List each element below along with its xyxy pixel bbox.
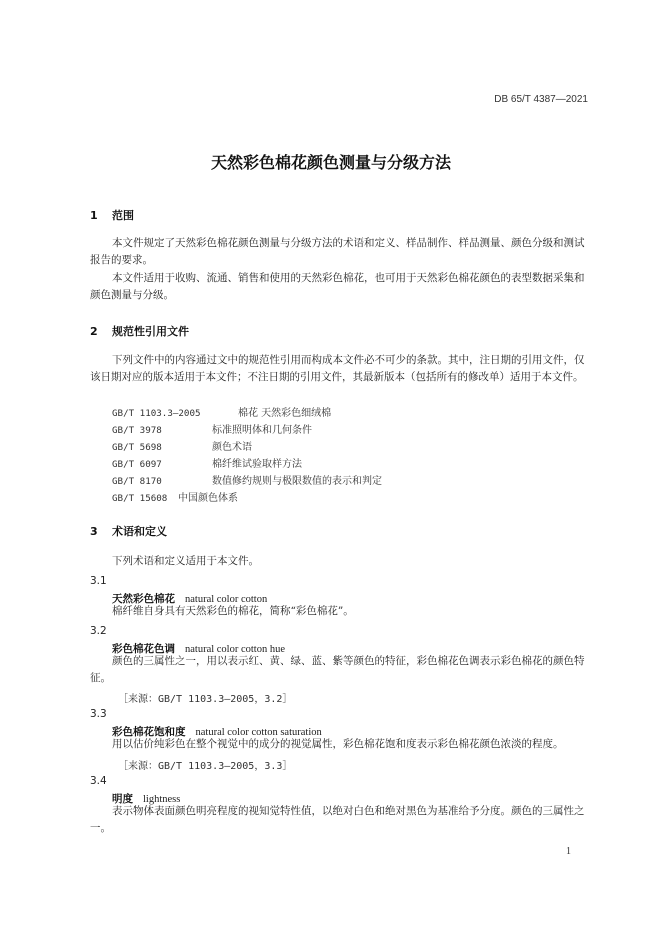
term-definition: 用以估价纯彩色在整个视觉中的成分的视觉属性，彩色棉花饱和度表示彩色棉花颜色浓淡的程度。 — [112, 738, 564, 750]
clause-number: 3.1 — [90, 575, 107, 587]
term-definition: 表示物体表面颜色明亮程度的视知觉特性值，以绝对白色和绝对黑色为基准给予分度。颜色的三属性之一。 — [90, 805, 585, 834]
reference-item — [112, 439, 252, 456]
term-definition: 颜色的三属性之一，用以表示红、黄、绿、蓝、紫等颜色的特征，彩色棉花色调表示彩色棉花的颜色特征。 — [90, 655, 585, 684]
reference-code: GB/T 8170 — [112, 476, 162, 487]
section-heading-scope — [90, 207, 134, 223]
reference-code: GB/T 3978 — [112, 425, 162, 436]
page-number: 1 — [566, 846, 571, 857]
term-en: natural color cotton saturation — [195, 727, 322, 738]
section-title: 术语和定义 — [112, 525, 167, 538]
reference-title: 标准照明体和几何条件 — [212, 425, 312, 436]
reference-title: 中国颜色体系 — [178, 493, 238, 504]
term-source: ［来源：GB/T 1103.3—2005，3.3］ — [118, 761, 293, 772]
section-number: 1 — [90, 209, 98, 222]
term-en: natural color cotton hue — [185, 644, 286, 655]
normative-intro: 下列文件中的内容通过文中的规范性引用而构成本文件必不可少的条款。其中，注日期的引用文件，仅该日期对应的版本适用于本文件；不注日期的引用文件，其最新版本（包括所有的修改单）适用于本文件。 — [90, 354, 585, 383]
term-source: ［来源：GB/T 1103.3—2005，3.2］ — [118, 694, 293, 705]
reference-item — [112, 456, 302, 473]
term-cn: 彩色棉花饱和度 — [112, 726, 186, 738]
reference-title: 棉花 天然彩色细绒棉 — [238, 408, 332, 419]
reference-title: 棉纤维试验取样方法 — [212, 459, 302, 470]
reference-item — [112, 422, 312, 439]
clause-number: 3.3 — [90, 708, 107, 720]
terms-intro: 下列术语和定义适用于本文件。 — [112, 555, 259, 567]
section-number: 3 — [90, 525, 98, 538]
reference-title: 颜色术语 — [212, 442, 252, 453]
section-heading-terms — [90, 523, 167, 539]
reference-title: 数值修约规则与极限数值的表示和判定 — [212, 476, 382, 487]
reference-item — [112, 405, 331, 422]
scope-paragraph-2: 本文件适用于收购、流通、销售和使用的天然彩色棉花，也可用于天然彩色棉花颜色的表型数据采集和颜色测量与分级。 — [90, 272, 585, 301]
section-number: 2 — [90, 325, 98, 338]
clause-number: 3.2 — [90, 625, 107, 637]
section-title: 规范性引用文件 — [112, 325, 189, 338]
document-code: DB 65/T 4387—2021 — [494, 94, 588, 105]
reference-code: GB/T 6097 — [112, 459, 162, 470]
term-cn: 明度 — [112, 793, 133, 805]
reference-code: GB/T 5698 — [112, 442, 162, 453]
clause-number: 3.4 — [90, 775, 107, 787]
term-en: lightness — [143, 794, 181, 805]
term-cn: 彩色棉花色调 — [112, 643, 175, 655]
reference-item — [112, 490, 238, 507]
reference-code: GB/T 1103.3—2005 — [112, 408, 201, 419]
term-definition: 棉纤维自身具有天然彩色的棉花，简称“彩色棉花”。 — [112, 605, 354, 617]
reference-code: GB/T 15608 — [112, 493, 168, 504]
section-title: 范围 — [112, 209, 134, 222]
scope-paragraph-1: 本文件规定了天然彩色棉花颜色测量与分级方法的术语和定义、样品制作、样品测量、颜色分级和测试报告的要求。 — [90, 237, 585, 266]
reference-item — [112, 473, 382, 490]
term-en: natural color cotton — [185, 594, 268, 605]
document-title: 天然彩色棉花颜色测量与分级方法 — [210, 153, 451, 172]
term-cn: 天然彩色棉花 — [112, 593, 175, 605]
section-heading-normative — [90, 323, 189, 339]
